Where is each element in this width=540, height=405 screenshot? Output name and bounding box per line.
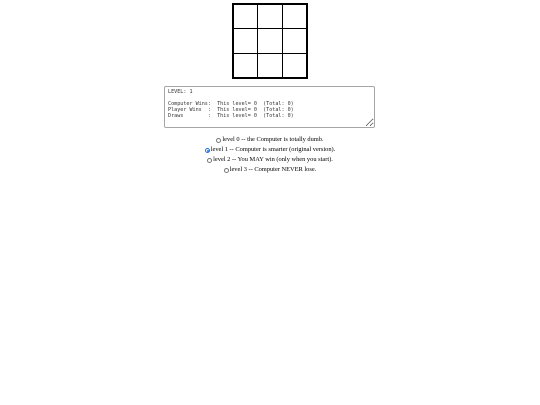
level-option-1[interactable] [0, 146, 540, 156]
level-0-label: level 0 -- the Computer is totally dumb. [222, 136, 324, 143]
tic-tac-toe-board [232, 3, 308, 79]
level-option-2[interactable] [0, 156, 540, 166]
board-cell-4[interactable] [234, 29, 257, 52]
level-3-radio[interactable] [224, 168, 229, 173]
level-0-radio[interactable] [216, 138, 221, 143]
level-1-label: level 1 -- Computer is smarter (original version). [210, 146, 336, 154]
board-cell-7[interactable] [234, 54, 257, 77]
board-cell-2[interactable] [258, 5, 281, 28]
level-3-label-wrap[interactable] [224, 166, 317, 174]
level-1-radio[interactable] [205, 148, 210, 153]
level-options [0, 136, 540, 176]
level-3-label: level 3 -- Computer NEVER lose. [229, 166, 317, 174]
level-2-label: level 2 -- You MAY win (only when you start). [213, 156, 333, 164]
level-2-label-wrap[interactable] [207, 156, 333, 164]
board-cell-8[interactable] [258, 54, 281, 77]
score-textarea[interactable] [164, 86, 375, 128]
board-cell-5[interactable] [258, 29, 281, 52]
board-cell-6[interactable] [283, 29, 306, 52]
level-1-label-wrap[interactable] [205, 146, 336, 154]
board-cell-1[interactable] [234, 5, 257, 28]
board-cell-3[interactable] [283, 5, 306, 28]
level-2-radio[interactable] [207, 158, 212, 163]
board-cell-9[interactable] [283, 54, 306, 77]
level-option-0[interactable] [0, 136, 540, 146]
level-0-label-wrap[interactable] [216, 136, 323, 144]
level-option-3[interactable] [0, 166, 540, 176]
